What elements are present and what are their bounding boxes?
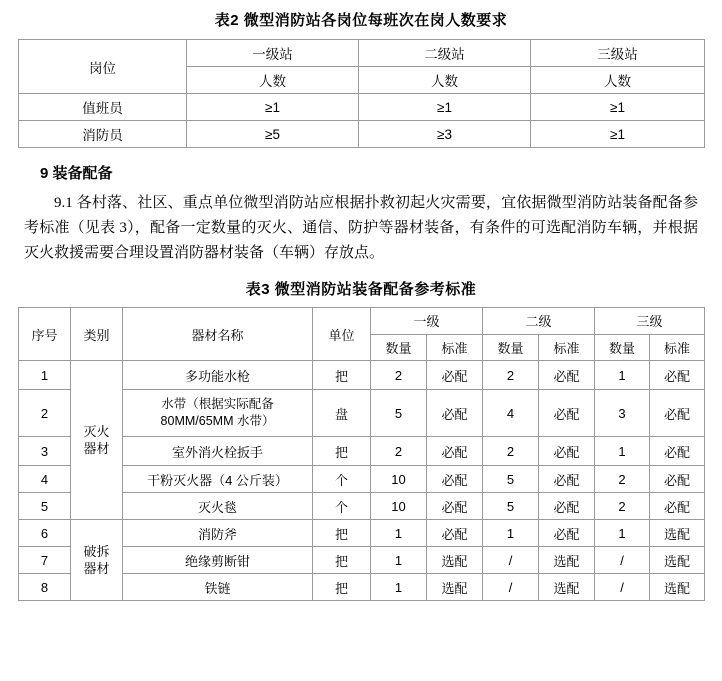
table3-row6-name: 绝缘剪断钳 <box>123 547 313 574</box>
table3-row4-l2-std: 必配 <box>539 493 595 520</box>
table3-row2-l1-std: 必配 <box>427 437 483 466</box>
table3-row6-l3-qty: / <box>595 547 650 574</box>
table3-row5-l2-qty: 1 <box>483 520 539 547</box>
table3-row3-l1-qty: 10 <box>371 466 427 493</box>
table3-row3-unit: 个 <box>313 466 371 493</box>
table3-row2-l3-qty: 1 <box>595 437 650 466</box>
table3-subheader-qty-2: 数量 <box>483 334 539 361</box>
table3-row7-unit: 把 <box>313 574 371 601</box>
table2-header-level-1: 一级站 <box>187 40 359 67</box>
table2-row1-value-3: ≥1 <box>531 121 705 148</box>
table3-row5-l1-std: 必配 <box>427 520 483 547</box>
paragraph-text: 9.1 各村落、社区、重点单位微型消防站应根据扑救初起火灾需要，宜依据微型消防站装备配备参考标准（见表 3），配备一定数量的灭火、通信、防护等器材装备，有条件的可选配消防车辆，并根据灭火救援需要合理设置消防器材装备（车辆）存放点。 <box>24 195 698 261</box>
table3-row6-seq: 7 <box>19 547 71 574</box>
table3-header-level-2: 二级 <box>483 308 595 335</box>
table3-row0-seq: 1 <box>19 361 71 390</box>
table3-header-unit: 单位 <box>313 308 371 361</box>
table3-row7-seq: 8 <box>19 574 71 601</box>
table3-row7-l3-std: 选配 <box>650 574 705 601</box>
table2-row0-value-3: ≥1 <box>531 94 705 121</box>
table3-row0-l2-qty: 2 <box>483 361 539 390</box>
table2-row0-value-1: ≥1 <box>187 94 359 121</box>
table3-row4-l1-std: 必配 <box>427 493 483 520</box>
table3-row4-l3-std: 必配 <box>650 493 705 520</box>
table3-row0-l1-std: 必配 <box>427 361 483 390</box>
table3-row3-seq: 4 <box>19 466 71 493</box>
table2-row1-value-2: ≥3 <box>359 121 531 148</box>
table3-row4-name: 灭火毯 <box>123 493 313 520</box>
table2-row0-post: 值班员 <box>19 94 187 121</box>
table-row <box>19 121 705 148</box>
table3-row1-seq: 2 <box>19 390 71 437</box>
table3-header-level-1: 一级 <box>371 308 483 335</box>
table3-subheader-qty-3: 数量 <box>595 334 650 361</box>
table3-row7-l2-std: 选配 <box>539 574 595 601</box>
section-heading-equipment: 9 装备配备 <box>40 165 113 182</box>
table2-subheader-count-1: 人数 <box>187 67 359 94</box>
table3-row4-seq: 5 <box>19 493 71 520</box>
table3-caption: 表3 微型消防站装备配备参考标准 <box>245 281 477 298</box>
table3-row0-l1-qty: 2 <box>371 361 427 390</box>
table3-row3-l1-std: 必配 <box>427 466 483 493</box>
table3-row6-l2-std: 选配 <box>539 547 595 574</box>
table3-row6-l2-qty: / <box>483 547 539 574</box>
table2-subheader-count-3: 人数 <box>531 67 705 94</box>
table3-row0-unit: 把 <box>313 361 371 390</box>
table3-row7-l3-qty: / <box>595 574 650 601</box>
table3-header-name: 器材名称 <box>123 308 313 361</box>
table3-header-level-3: 三级 <box>595 308 705 335</box>
table3-subheader-std-1: 标准 <box>427 334 483 361</box>
table3-row0-l3-std: 必配 <box>650 361 705 390</box>
table3-row5-l2-std: 必配 <box>539 520 595 547</box>
table3-row7-l1-std: 选配 <box>427 574 483 601</box>
table3-row2-l1-qty: 2 <box>371 437 427 466</box>
table3-row1-l1-std: 必配 <box>427 390 483 437</box>
table-row <box>19 40 705 67</box>
table3-category-breach: 破拆 器材 <box>71 520 123 601</box>
table3-row2-name: 室外消火栓扳手 <box>123 437 313 466</box>
table3-row5-l3-std: 选配 <box>650 520 705 547</box>
table3-row0-l2-std: 必配 <box>539 361 595 390</box>
table2-header-post: 岗位 <box>19 40 187 94</box>
table3-row4-l3-qty: 2 <box>595 493 650 520</box>
table3-row3-l3-std: 必配 <box>650 466 705 493</box>
table3-row7-name: 铁链 <box>123 574 313 601</box>
table3-row4-l1-qty: 10 <box>371 493 427 520</box>
table3-subheader-std-2: 标准 <box>539 334 595 361</box>
table3-row7-l1-qty: 1 <box>371 574 427 601</box>
table2-staffing-requirements <box>18 39 705 148</box>
table3-row3-l2-std: 必配 <box>539 466 595 493</box>
table3-row3-l3-qty: 2 <box>595 466 650 493</box>
table3-category-fire: 灭火 器材 <box>71 361 123 520</box>
table3-row5-name: 消防斧 <box>123 520 313 547</box>
table3-row1-unit: 盘 <box>313 390 371 437</box>
table3-row5-seq: 6 <box>19 520 71 547</box>
table3-row1-l3-std: 必配 <box>650 390 705 437</box>
table2-row0-value-2: ≥1 <box>359 94 531 121</box>
table2-subheader-count-2: 人数 <box>359 67 531 94</box>
table3-row6-unit: 把 <box>313 547 371 574</box>
table3-row5-l3-qty: 1 <box>595 520 650 547</box>
table3-row3-l2-qty: 5 <box>483 466 539 493</box>
table3-header-category: 类别 <box>71 308 123 361</box>
table2-caption: 表2 微型消防站各岗位每班次在岗人数要求 <box>214 12 508 29</box>
table-row <box>19 308 705 335</box>
table3-row1-l3-qty: 3 <box>595 390 650 437</box>
table-row <box>19 94 705 121</box>
table3-row0-l3-qty: 1 <box>595 361 650 390</box>
table3-row0-name: 多功能水枪 <box>123 361 313 390</box>
table3-row5-unit: 把 <box>313 520 371 547</box>
table-row <box>19 520 705 547</box>
section-paragraph-9-1 <box>24 191 698 266</box>
table3-row2-unit: 把 <box>313 437 371 466</box>
table3-row1-l1-qty: 5 <box>371 390 427 437</box>
table3-row2-l2-qty: 2 <box>483 437 539 466</box>
table3-row2-seq: 3 <box>19 437 71 466</box>
table3-row2-l2-std: 必配 <box>539 437 595 466</box>
table3-row4-unit: 个 <box>313 493 371 520</box>
table3-subheader-qty-1: 数量 <box>371 334 427 361</box>
table3-row2-l3-std: 必配 <box>650 437 705 466</box>
table3-row3-name: 干粉灭火器（4 公斤装） <box>123 466 313 493</box>
table-row <box>19 361 705 390</box>
table2-header-level-2: 二级站 <box>359 40 531 67</box>
document-page <box>0 9 722 681</box>
table3-header-seq: 序号 <box>19 308 71 361</box>
table3-row6-l1-std: 选配 <box>427 547 483 574</box>
table3-row7-l2-qty: / <box>483 574 539 601</box>
table3-row1-l2-std: 必配 <box>539 390 595 437</box>
table3-row1-l2-qty: 4 <box>483 390 539 437</box>
table3-subheader-std-3: 标准 <box>650 334 705 361</box>
table2-row1-value-1: ≥5 <box>187 121 359 148</box>
table2-header-level-3: 三级站 <box>531 40 705 67</box>
table3-row1-name: 水带（根据实际配备 80MM/65MM 水带） <box>123 390 313 437</box>
table3-row5-l1-qty: 1 <box>371 520 427 547</box>
table3-row6-l1-qty: 1 <box>371 547 427 574</box>
table3-row6-l3-std: 选配 <box>650 547 705 574</box>
table3-row4-l2-qty: 5 <box>483 493 539 520</box>
table3-equipment-standard <box>18 307 705 601</box>
table2-row1-post: 消防员 <box>19 121 187 148</box>
